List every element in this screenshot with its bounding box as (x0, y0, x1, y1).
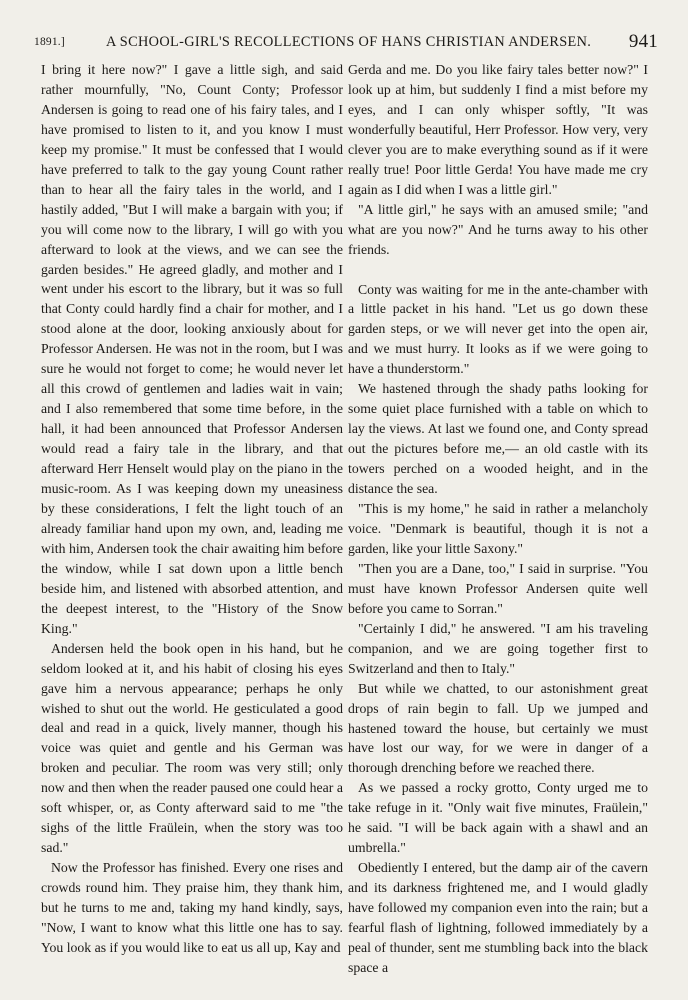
paragraph: "Then you are a Dane, too," I said in surprise. "You must have known Professor Andersen quite well before you came to Sorran." (348, 560, 648, 616)
paragraph: Now the Professor has finished. Every one rises and crowds round him. They praise him, they thank him, but he turns to me and, taking my hand kindly, says, "Now, I want to know what this little one has to say. You look as if you would like to eat us all up, Kay and (41, 860, 343, 955)
paragraph: Obediently I entered, but the damp air of the cavern and its darkness frightened me, and I would gladly have followed my companion even into the rain; but a fearful flash of lightning, followed immediately by a peal of thunder, sent me stumbling back into the black space a (348, 860, 648, 975)
paragraph: "This is my home," he said in rather a melancholy voice. "Denmark is beautiful, though it is not a garden, like your little Saxony." (348, 501, 648, 556)
paragraph: "Certainly I did," he answered. "I am his traveling companion, and we are going together first to Switzerland and then to Italy." (348, 620, 648, 676)
paragraph: We hastened through the shady paths looking for some quiet place furnished with a table on which to lay the views. At last we found one, and Conty spread out the pictures before me,— an old castle with its towers perched on a wooded height, and in the distance the sea. (348, 381, 648, 497)
paragraph: "A little girl," he says with an amused smile; "and what are you now?" And he turns away to his other friends. (348, 201, 648, 257)
header-title: A SCHOOL-GIRL'S RECOLLECTIONS OF HANS CHRISTIAN ANDERSEN. (106, 34, 592, 50)
page-number: 941 (628, 31, 658, 52)
paragraph: As we passed a rocky grotto, Conty urged me to take refuge in it. "Only wait five minutes, Fraülein," he said. "I will be back again with a shawl and an umbrella." (348, 780, 648, 856)
left-column (41, 60, 343, 958)
header-year: 1891.] (34, 36, 65, 48)
paragraph: I bring it here now?" I gave a little sigh, and said rather mournfully, "No, Count Conty; Professor Andersen is going to read one of his fairy tales, and I have promised to listen to it, and you know I must keep my promise." It must be confessed that I would have preferred to talk to the gay young Count rather than to hear all the fairy tales in the world, and I hastily added, "But I will make a bargain with you; if you will come now to the library, I will go with you afterward to look at the views, and we can see the garden besides." He agreed gladly, and mother and I went under his escort to the library, but it was so full that Conty could hardly find a chair for mother, and I stood alone at the door, looking anxiously about for Professor Andersen. He was not in the room, but I was sure he would not forget to come; he would never let all this crowd of gentlemen and ladies wait in vain; and I also remembered that some time before, in the hall, it had been announced that Professor Andersen would read a fairy tale in the library, and that afterward Herr Henselt would play on the piano in the music-room. As I was keeping down my uneasiness by these considerations, I felt the light touch of an already familiar hand upon my own, and, leading me with him, Andersen took the chair awaiting him before the window, while I sat down upon a little bench beside him, and listened with absorbed attention, and the deepest interest, to the "History of the Snow King." (41, 62, 343, 636)
right-column (348, 60, 648, 978)
running-head (34, 31, 658, 56)
paragraph: Conty was waiting for me in the ante-chamber with a little packet in his hand. "Let us go down these garden steps, or we will never get into the open air, and we must hurry. It looks as if we were going to have a thunderstorm." (348, 281, 648, 377)
paragraph: But while we chatted, to our astonishment great drops of rain begin to fall. Up we jumped and hastened toward the house, but certainly we must have lost our way, for we were in danger of a thorough drenching before we reached there. (348, 680, 648, 776)
paragraph: Gerda and me. Do you like fairy tales better now?" I look up at him, but suddenly I find a mist before my eyes, and I can only whisper softly, "It was wonderfully beautiful, Herr Professor. How very, very clever you are to make everything sound as if it were really true! Poor little Gerda! You have made me cry again as I did when I was a little girl." (348, 62, 648, 197)
paragraph: Andersen held the book open in his hand, but he seldom looked at it, and his habit of closing his eyes gave him a nervous appearance; perhaps he only wished to shut out the world. He gesticulated a good deal and read in a quick, lively manner, though his voice was quiet and gentle and his German was broken and peculiar. The room was very still; only now and then when the reader paused one could hear a soft whisper, or, as Conty afterward said to me "the sighs of the little Fraülein, when the story was too sad." (41, 640, 343, 856)
